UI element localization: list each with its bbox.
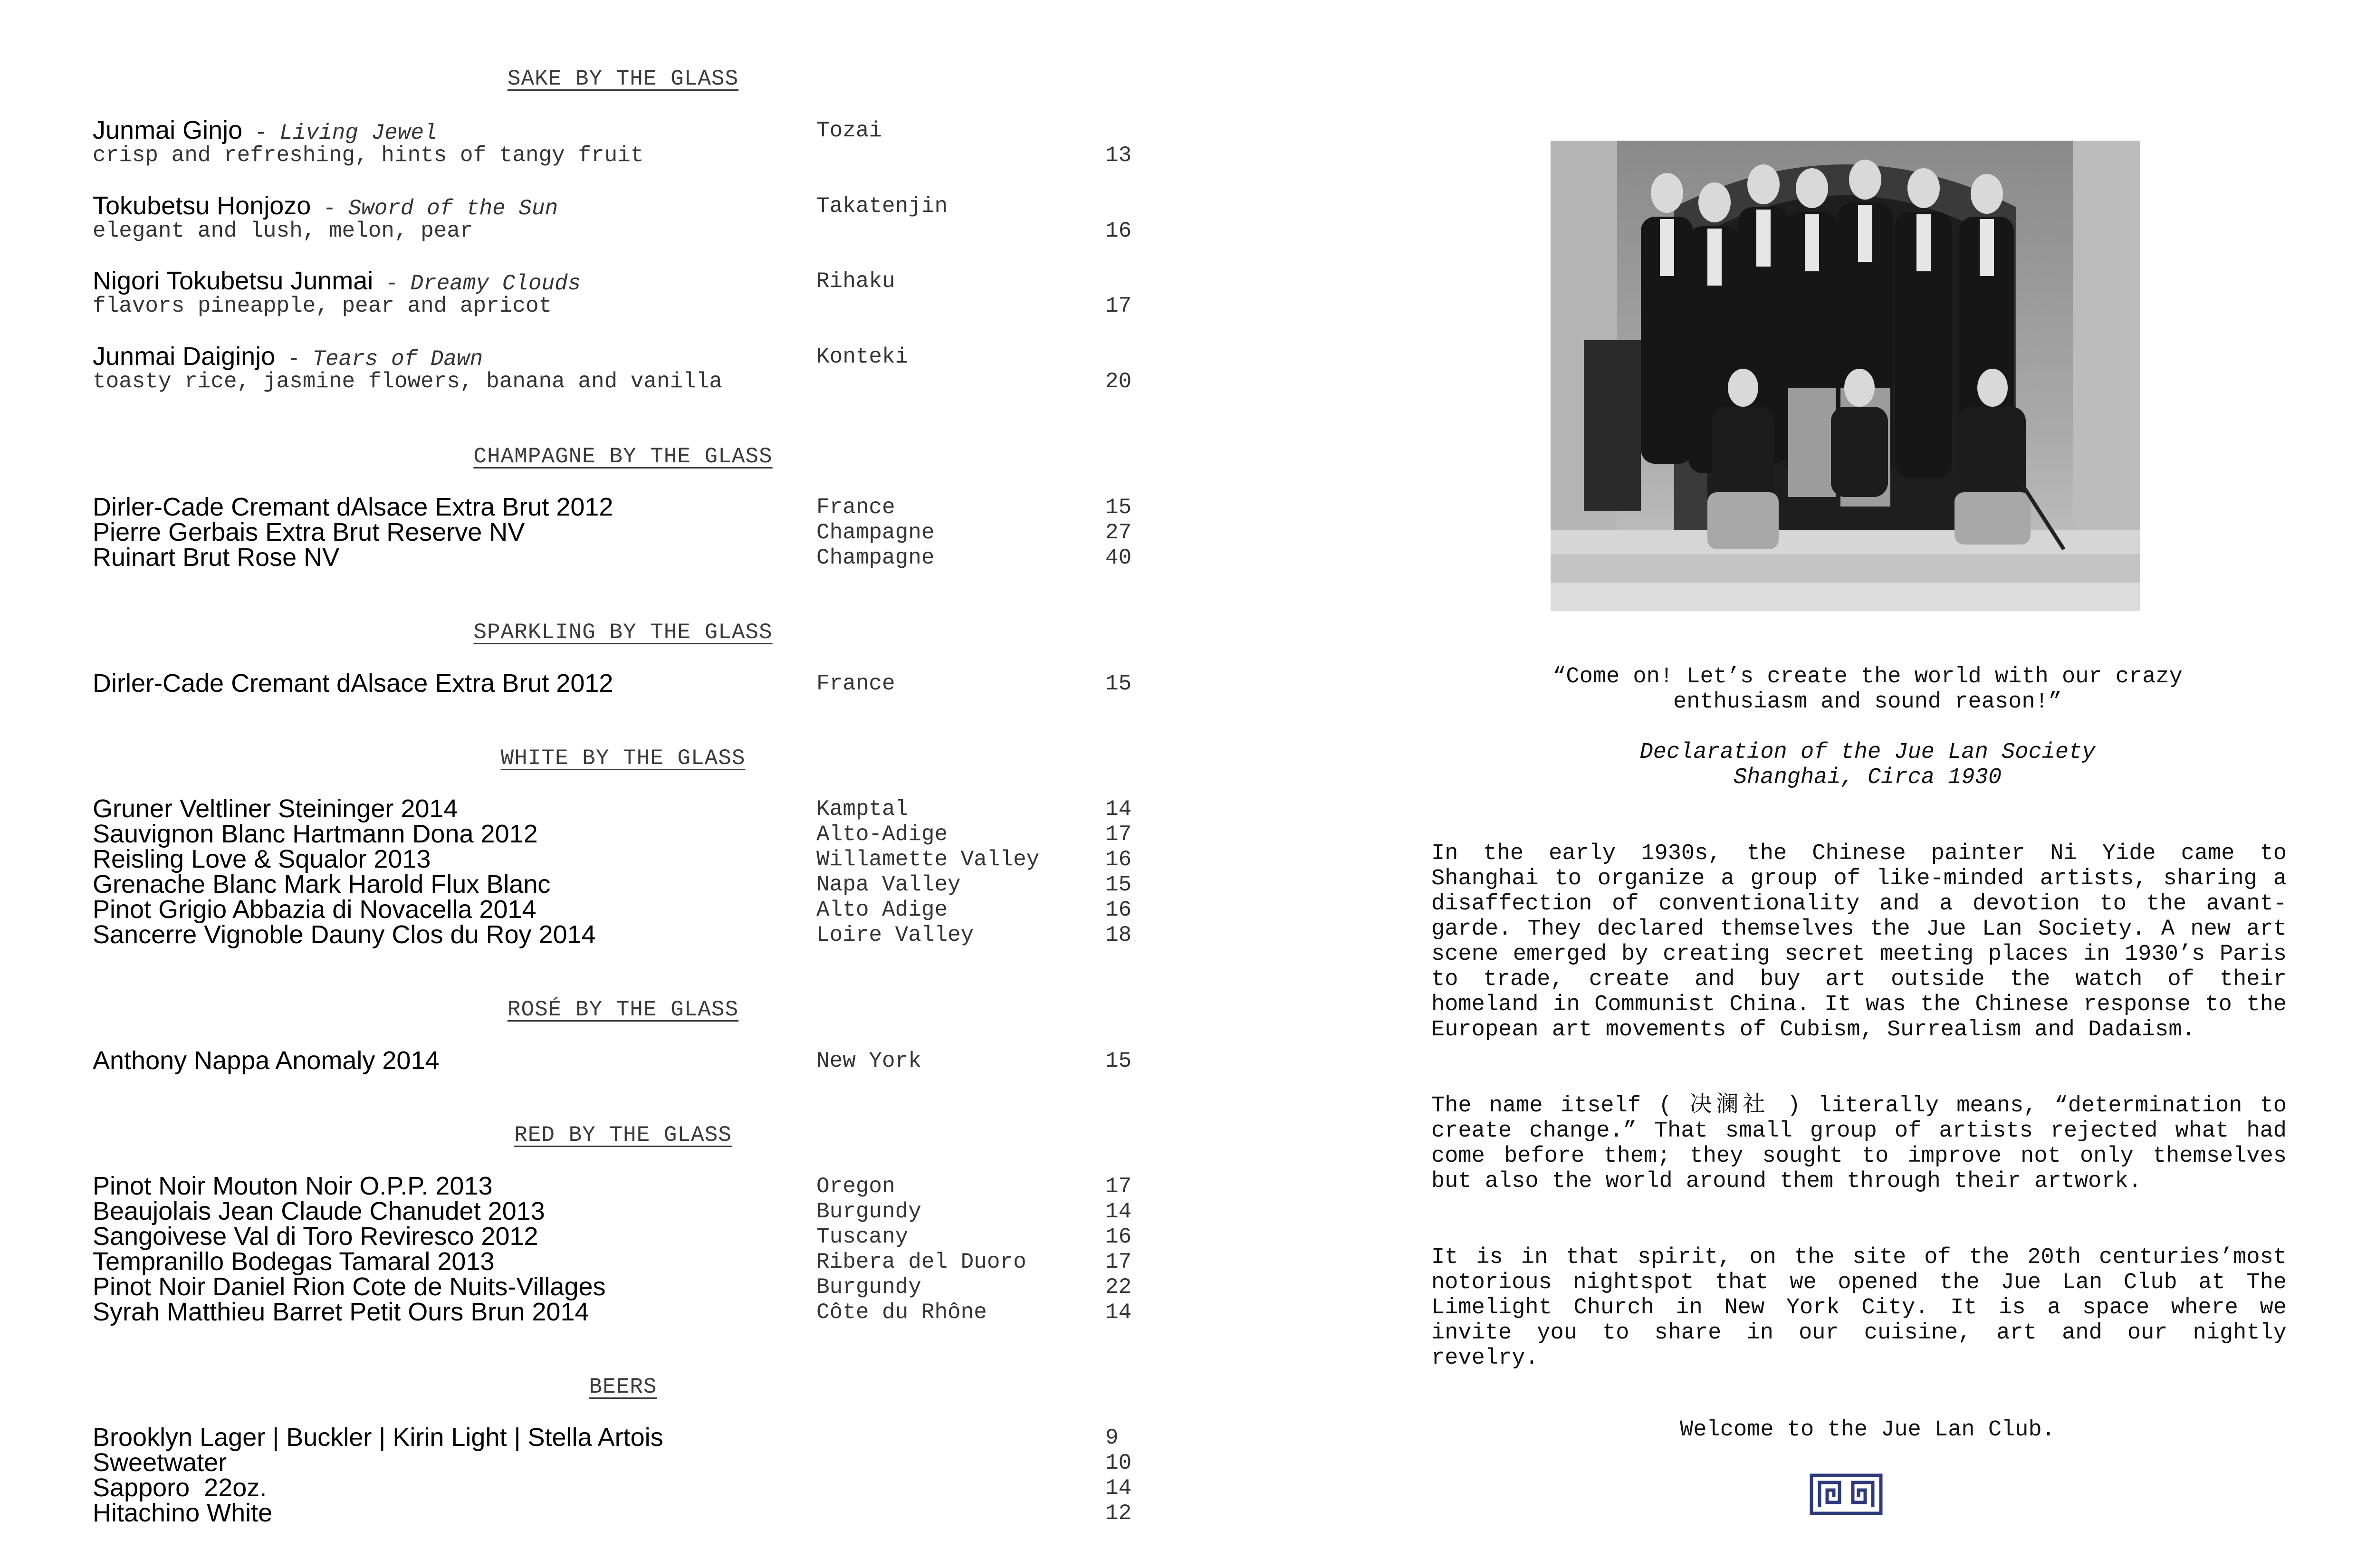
champagne-origin: Champagne xyxy=(816,520,935,545)
sake-nickname: Sword of the Sun xyxy=(348,196,558,221)
sake-price: 20 xyxy=(1105,369,1132,394)
red-item-name: Pinot Noir Daniel Rion Cote de Nuits-Villages xyxy=(93,1272,606,1301)
sake-name: Junmai Ginjo xyxy=(93,116,243,144)
attribution-line-1: Declaration of the Jue Lan Society xyxy=(1639,740,2096,765)
sparkling-item-name: Dirler-Cade Cremant dAlsace Extra Brut 2012 xyxy=(93,669,613,698)
white-origin: Napa Valley xyxy=(816,872,961,897)
beers-heading: BEERS xyxy=(589,1375,657,1399)
separator: - xyxy=(323,196,336,221)
attribution-line-2: Shanghai, Circa 1930 xyxy=(1733,765,2002,790)
red-item-name: Pinot Noir Mouton Noir O.P.P. 2013 xyxy=(93,1172,493,1200)
sake-brewery: Rihaku xyxy=(816,269,895,294)
red-origin: Ribera del Duoro xyxy=(816,1250,1026,1274)
beer-price: 10 xyxy=(1105,1451,1132,1475)
sake-name: Tokubetsu Honjozo xyxy=(93,191,311,220)
history-page xyxy=(1212,0,2376,1568)
welcome-message: Welcome to the Jue Lan Club. xyxy=(1680,1417,2055,1443)
beer-price: 12 xyxy=(1105,1501,1132,1526)
history-paragraph-1: In the early 1930s, the Chinese painter Ni Yide came to Shanghai to organize a group of like-minded artists, sharing a disaffection of conventionality and a devotion to the avant-garde. They declared themselves the Jue Lan Society. A new art scene emerged by creating secret meeting places in 1930’s Paris to trade, create and buy art outside the watch of their homeland in Communist China. It was the Chinese response to the European art movements of Cubism, Surrealism and Dadaism. xyxy=(1431,841,2287,1042)
quote xyxy=(1369,664,2366,715)
red-price: 17 xyxy=(1105,1250,1132,1274)
beer-price: 9 xyxy=(1105,1425,1119,1450)
sake-item-name xyxy=(93,193,558,220)
champagne-item-name: Dirler-Cade Cremant dAlsace Extra Brut 2012 xyxy=(93,493,613,521)
champagne-item-name: Ruinart Brut Rose NV xyxy=(93,543,340,572)
white-origin: Willamette Valley xyxy=(816,847,1040,872)
white-item-name: Sauvignon Blanc Hartmann Dona 2012 xyxy=(93,820,538,848)
sake-price: 17 xyxy=(1105,294,1132,318)
red-origin: Burgundy xyxy=(816,1275,921,1300)
rose-item-name: Anthony Nappa Anomaly 2014 xyxy=(93,1046,440,1075)
sake-description: flavors pineapple, pear and apricot xyxy=(93,294,552,318)
champagne-heading: CHAMPAGNE BY THE GLASS xyxy=(473,444,773,469)
beer-item-name: Sweetwater xyxy=(93,1448,227,1477)
group-photo-illustration xyxy=(1551,141,2140,611)
red-price: 22 xyxy=(1105,1275,1132,1300)
white-price: 18 xyxy=(1105,923,1132,947)
sake-price: 16 xyxy=(1105,219,1132,243)
white-heading: WHITE BY THE GLASS xyxy=(500,746,746,771)
red-origin: Tuscany xyxy=(816,1224,909,1249)
red-item-name: Beaujolais Jean Claude Chanudet 2013 xyxy=(93,1197,545,1225)
sake-nickname: Tears of Dawn xyxy=(312,347,483,372)
beer-item-name: Hitachino White xyxy=(93,1499,273,1527)
white-item-name: Sancerre Vignoble Dauny Clos du Roy 2014 xyxy=(93,920,596,949)
sake-item-name xyxy=(93,344,483,370)
sake-nickname: Living Jewel xyxy=(279,121,437,145)
history-paragraph-2: The name itself ( 决澜社 ) literally means, “determination to create change.” That small group of artists rejected what had come before them; they sought to improve not only themselves but also the world around them through their artwork. xyxy=(1431,1093,2287,1194)
red-price: 16 xyxy=(1105,1224,1132,1249)
white-origin: Kamptal xyxy=(816,797,909,822)
history-paragraph-3: It is in that spirit, on the site of the 20th centuries’most notorious nightspot that we opened the Jue Lan Club at The Limelight Church in New York City. It is a space where we invite you to share in our cuisine, art and our nightly revelry. xyxy=(1431,1245,2287,1371)
sparkling-price: 15 xyxy=(1105,671,1132,696)
white-item-name: Grenache Blanc Mark Harold Flux Blanc xyxy=(93,870,551,899)
sake-description: crisp and refreshing, hints of tangy fruit xyxy=(93,143,644,168)
white-price: 17 xyxy=(1105,822,1132,847)
white-item-name: Gruner Veltliner Steininger 2014 xyxy=(93,794,458,823)
white-price: 16 xyxy=(1105,847,1132,872)
champagne-origin: Champagne xyxy=(816,545,935,570)
red-price: 17 xyxy=(1105,1174,1132,1199)
quote-line-2: enthusiasm and sound reason!” xyxy=(1673,689,2062,715)
champagne-origin: France xyxy=(816,495,895,520)
red-price: 14 xyxy=(1105,1300,1132,1325)
white-price: 14 xyxy=(1105,797,1132,822)
sake-heading: SAKE BY THE GLASS xyxy=(507,67,739,91)
quote-line-1: “Come on! Let’s create the world with our crazy xyxy=(1552,664,2183,689)
sake-name: Junmai Daiginjo xyxy=(93,342,276,371)
red-item-name: Sangoivese Val di Toro Reviresco 2012 xyxy=(93,1222,538,1251)
beer-item-name: Brooklyn Lager | Buckler | Kirin Light | Stella Artois xyxy=(93,1423,663,1452)
white-price: 15 xyxy=(1105,872,1132,897)
white-origin: Loire Valley xyxy=(816,923,974,947)
white-price: 16 xyxy=(1105,898,1132,922)
sake-description: toasty rice, jasmine flowers, banana and vanilla xyxy=(93,369,723,394)
sake-brewery: Tozai xyxy=(816,118,882,143)
red-heading: RED BY THE GLASS xyxy=(514,1123,732,1147)
sake-item-name xyxy=(93,268,581,295)
champagne-price: 40 xyxy=(1105,545,1132,570)
rose-heading: ROSÉ BY THE GLASS xyxy=(507,997,739,1022)
quote-attribution xyxy=(1369,740,2366,790)
sake-brewery: Konteki xyxy=(816,344,909,369)
sake-price: 13 xyxy=(1105,143,1132,168)
white-item-name: Reisling Love & Squalor 2013 xyxy=(93,845,431,873)
champagne-price: 27 xyxy=(1105,520,1132,545)
sake-description: elegant and lush, melon, pear xyxy=(93,219,473,243)
red-origin: Oregon xyxy=(816,1174,895,1199)
sake-brewery: Takatenjin xyxy=(816,194,948,219)
beer-item-name: Sapporo 22oz. xyxy=(93,1473,267,1502)
rose-origin: New York xyxy=(816,1049,921,1073)
white-origin: Alto-Adige xyxy=(816,822,948,847)
separator: - xyxy=(385,271,399,296)
historic-group-photo xyxy=(1551,141,2140,611)
sake-item-name xyxy=(93,117,437,144)
red-price: 14 xyxy=(1105,1199,1132,1224)
separator: - xyxy=(287,347,301,372)
sparkling-origin: France xyxy=(816,671,895,696)
red-item-name: Tempranillo Bodegas Tamaral 2013 xyxy=(93,1247,495,1276)
sparkling-heading: SPARKLING BY THE GLASS xyxy=(473,620,773,645)
sake-nickname: Dreamy Clouds xyxy=(410,271,581,296)
champagne-price: 15 xyxy=(1105,495,1132,520)
red-origin: Côte du Rhône xyxy=(816,1300,987,1325)
greek-key-logo-icon xyxy=(1809,1473,1883,1516)
red-origin: Burgundy xyxy=(816,1199,921,1224)
rose-price: 15 xyxy=(1105,1049,1132,1073)
white-origin: Alto Adige xyxy=(816,898,948,922)
sake-name: Nigori Tokubetsu Junmai xyxy=(93,267,374,295)
champagne-item-name: Pierre Gerbais Extra Brut Reserve NV xyxy=(93,518,525,546)
beer-price: 14 xyxy=(1105,1476,1132,1501)
separator: - xyxy=(254,121,268,145)
red-item-name: Syrah Matthieu Barret Petit Ours Brun 2014 xyxy=(93,1298,589,1326)
white-item-name: Pinot Grigio Abbazia di Novacella 2014 xyxy=(93,895,537,924)
